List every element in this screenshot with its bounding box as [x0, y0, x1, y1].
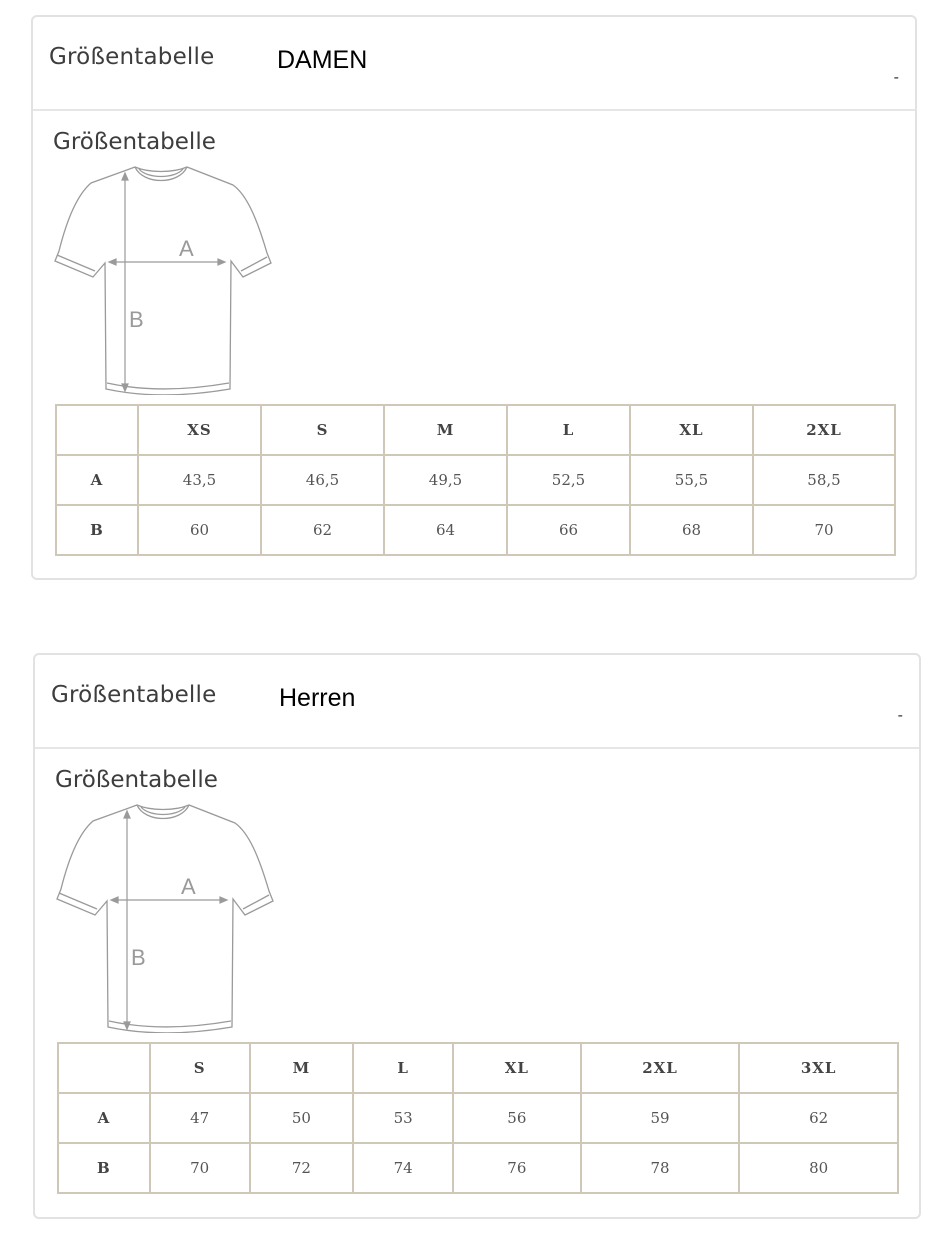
table-cell: 59	[581, 1093, 740, 1143]
size-header-cell: 2XL	[753, 405, 895, 455]
tshirt-measurement-diagram	[53, 163, 275, 395]
table-cell: 60	[138, 505, 261, 555]
table-cell: 49,5	[384, 455, 507, 505]
table-row	[58, 1143, 898, 1193]
table-cell: 70	[753, 505, 895, 555]
table-header-row	[58, 1043, 898, 1093]
table-cell: 64	[384, 505, 507, 555]
table-cell: 78	[581, 1143, 740, 1193]
size-header-cell: XL	[630, 405, 753, 455]
table-cell: 68	[630, 505, 753, 555]
diagram-label-b: B	[129, 307, 144, 332]
row-label-cell: B	[56, 505, 138, 555]
panel-header[interactable]	[33, 17, 915, 111]
diagram-label-a: A	[179, 236, 194, 261]
size-table	[55, 404, 896, 556]
size-header-cell: M	[250, 1043, 354, 1093]
table-cell: 47	[150, 1093, 250, 1143]
size-chart-panel-damen	[31, 15, 917, 580]
collapse-toggle[interactable]: -	[893, 69, 899, 86]
section-title: Größentabelle	[55, 767, 218, 793]
size-header-cell: L	[507, 405, 630, 455]
table-cell: 43,5	[138, 455, 261, 505]
diagram-label-b: B	[131, 945, 146, 970]
size-header-cell: S	[261, 405, 384, 455]
table-cell: 53	[353, 1093, 453, 1143]
table-corner-cell	[56, 405, 138, 455]
size-header-cell: L	[353, 1043, 453, 1093]
panel-header[interactable]	[35, 655, 919, 749]
diagram-label-a: A	[181, 874, 196, 899]
size-header-cell: 3XL	[739, 1043, 898, 1093]
panel-header-subtitle: DAMEN	[277, 46, 368, 74]
table-row	[56, 455, 895, 505]
table-cell: 56	[453, 1093, 581, 1143]
table-cell: 72	[250, 1143, 354, 1193]
size-header-cell: 2XL	[581, 1043, 740, 1093]
panel-header-subtitle: Herren	[279, 684, 356, 712]
table-cell: 62	[739, 1093, 898, 1143]
table-cell: 58,5	[753, 455, 895, 505]
size-header-cell: XL	[453, 1043, 581, 1093]
table-cell: 76	[453, 1143, 581, 1193]
table-cell: 52,5	[507, 455, 630, 505]
table-cell: 74	[353, 1143, 453, 1193]
row-label-cell: B	[58, 1143, 150, 1193]
row-label-cell: A	[56, 455, 138, 505]
size-header-cell: S	[150, 1043, 250, 1093]
table-cell: 80	[739, 1143, 898, 1193]
table-cell: 50	[250, 1093, 354, 1143]
panel-header-title: Größentabelle	[51, 682, 217, 708]
table-cell: 66	[507, 505, 630, 555]
table-cell: 70	[150, 1143, 250, 1193]
size-chart-panel-herren	[33, 653, 921, 1219]
row-label-cell: A	[58, 1093, 150, 1143]
panel-header-title: Größentabelle	[49, 44, 215, 70]
table-cell: 55,5	[630, 455, 753, 505]
collapse-toggle[interactable]: -	[897, 707, 903, 724]
size-table	[57, 1042, 899, 1194]
table-header-row	[56, 405, 895, 455]
size-header-cell: XS	[138, 405, 261, 455]
table-row	[58, 1093, 898, 1143]
size-header-cell: M	[384, 405, 507, 455]
table-cell: 62	[261, 505, 384, 555]
table-cell: 46,5	[261, 455, 384, 505]
table-row	[56, 505, 895, 555]
table-corner-cell	[58, 1043, 150, 1093]
section-title: Größentabelle	[53, 129, 216, 155]
tshirt-measurement-diagram	[55, 801, 277, 1033]
